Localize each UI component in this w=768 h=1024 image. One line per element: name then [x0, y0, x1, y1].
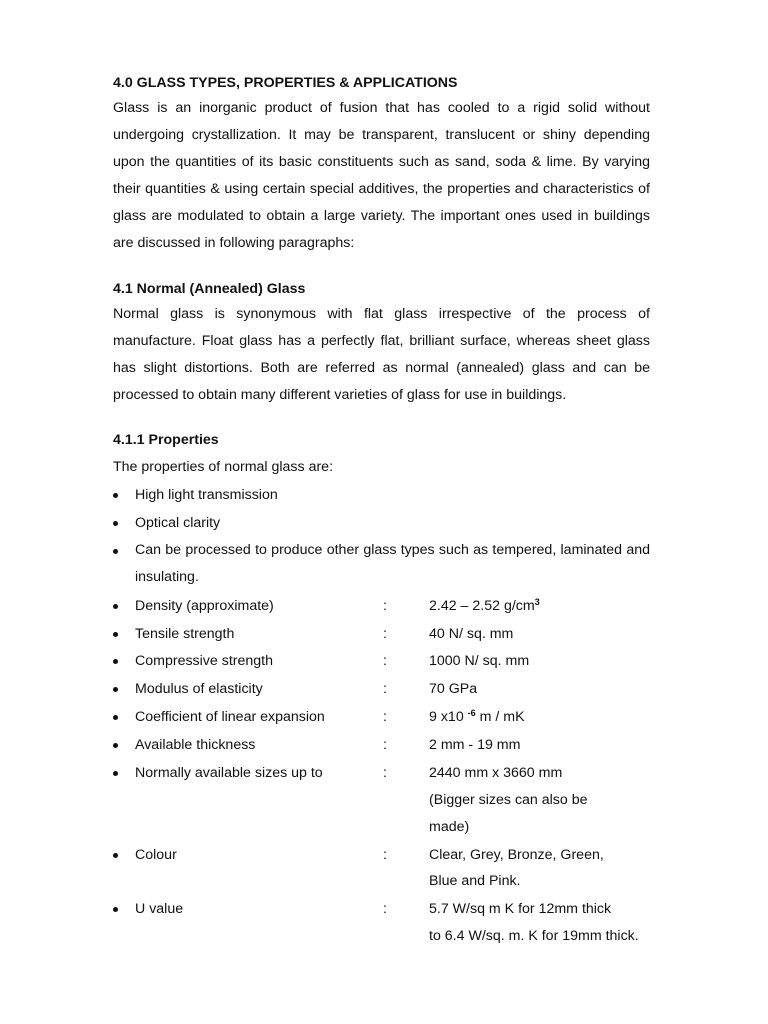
properties-intro: The properties of normal glass are: — [113, 459, 334, 475]
property-colon: : — [383, 901, 387, 917]
section-heading-4-1: 4.1 Normal (Annealed) Glass — [113, 281, 306, 297]
property-value — [429, 708, 525, 726]
property-value: 70 GPa — [429, 681, 478, 697]
section-4-1-paragraph: Normal glass is synonymous with flat glass irrespective of the process of manufacture. Float glass has a perfectly flat, brilliant surface, whereas sheet glass has slight distortions. Both are referred as normal (annealed) glass and can be processed to obtain many different varieties of glass for use in buildings. — [113, 306, 650, 403]
property-value-continuation: (Bigger sizes can also be — [429, 792, 588, 808]
bullet-icon — [113, 604, 118, 609]
bullet-icon — [113, 521, 118, 526]
property-value-unit: m / mK — [475, 709, 525, 725]
property-label: Coefficient of linear expansion — [135, 709, 325, 725]
property-label: Compressive strength — [135, 653, 273, 669]
property-label: Tensile strength — [135, 626, 235, 642]
property-label: Available thickness — [135, 737, 256, 753]
bullet-icon — [113, 549, 118, 554]
property-value: 5.7 W/sq m K for 12mm thick — [429, 901, 612, 917]
property-value-continuation: Blue and Pink. — [429, 873, 521, 889]
property-colon: : — [383, 653, 387, 669]
property-colon: : — [383, 626, 387, 642]
bullet-icon — [113, 771, 118, 776]
section-heading-4-0: 4.0 GLASS TYPES, PROPERTIES & APPLICATIONS — [113, 75, 458, 91]
property-colon: : — [383, 765, 387, 781]
bullet-icon — [113, 659, 118, 664]
property-label: Colour — [135, 847, 177, 863]
bullet-text: Can be processed to produce other glass types such as tempered, laminated and insulating. — [135, 542, 650, 585]
bullet-text: High light transmission — [135, 487, 278, 503]
property-value: 2440 mm x 3660 mm — [429, 765, 563, 781]
property-value-superscript: -6 — [467, 708, 476, 718]
property-colon: : — [383, 709, 387, 725]
bullet-text: Optical clarity — [135, 515, 221, 531]
property-value: 40 N/ sq. mm — [429, 626, 514, 642]
bullet-icon — [113, 715, 118, 720]
property-value-superscript: 3 — [534, 597, 540, 607]
bullet-icon — [113, 493, 118, 498]
property-label: U value — [135, 901, 184, 917]
property-value-continuation: made) — [429, 819, 470, 835]
property-label: Normally available sizes up to — [135, 765, 323, 781]
property-value-text: 9 x10 — [429, 709, 468, 725]
property-colon: : — [383, 598, 387, 614]
section-heading-4-1-1: 4.1.1 Properties — [113, 432, 219, 448]
property-value-continuation: to 6.4 W/sq. m. K for 19mm thick. — [429, 928, 639, 944]
property-colon: : — [383, 737, 387, 753]
property-colon: : — [383, 847, 387, 863]
bullet-icon — [113, 687, 118, 692]
bullet-icon — [113, 632, 118, 637]
property-value: 1000 N/ sq. mm — [429, 653, 530, 669]
bullet-icon — [113, 743, 118, 748]
property-value: Clear, Grey, Bronze, Green, — [429, 847, 604, 863]
property-value-text: 2.42 – 2.52 g/cm — [429, 598, 535, 614]
property-colon: : — [383, 681, 387, 697]
bullet-icon — [113, 907, 118, 912]
property-label: Modulus of elasticity — [135, 681, 263, 697]
property-value — [429, 597, 540, 615]
bullet-icon — [113, 853, 118, 858]
property-label: Density (approximate) — [135, 598, 274, 614]
property-value: 2 mm - 19 mm — [429, 737, 521, 753]
section-4-0-paragraph: Glass is an inorganic product of fusion that has cooled to a rigid solid without undergoing crystallization. It may be transparent, translucent or shiny depending upon the quantities of its basic constituents such as sand, soda & lime. By varying their quantities & using certain special additives, the properties and characteristics of glass are modulated to obtain a large variety. The important ones used in buildings are discussed in following paragraphs: — [113, 100, 650, 251]
